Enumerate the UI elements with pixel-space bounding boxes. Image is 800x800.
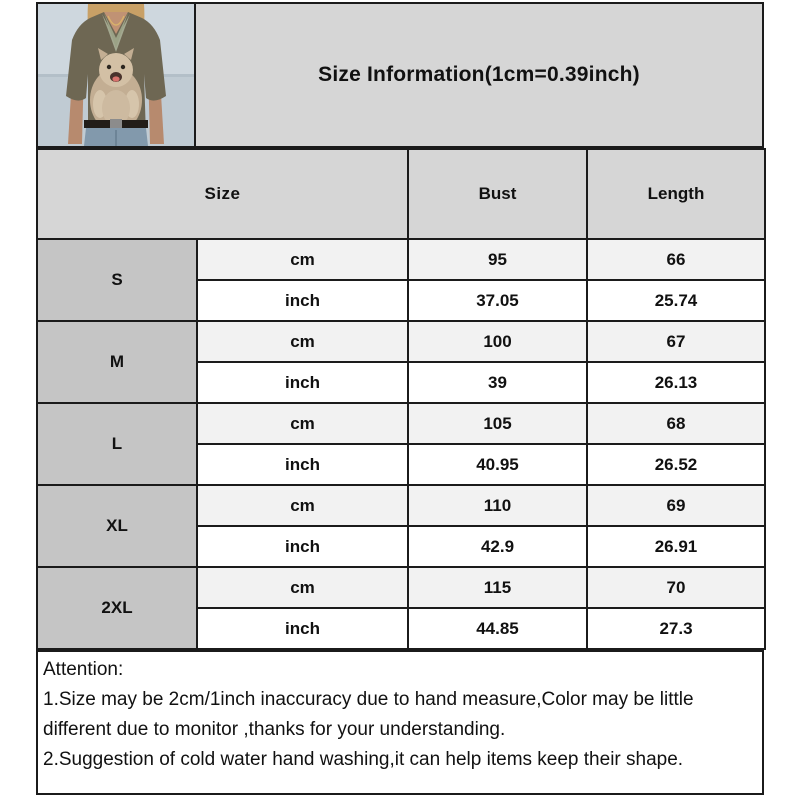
unit-label-cm: cm — [197, 485, 408, 526]
table-header-row — [37, 149, 765, 239]
bust-inch-value: 40.95 — [408, 444, 587, 485]
bust-inch-value: 44.85 — [408, 608, 587, 649]
unit-label-inch: inch — [197, 280, 408, 321]
unit-label-inch: inch — [197, 526, 408, 567]
unit-label-inch: inch — [197, 444, 408, 485]
size-table — [36, 148, 766, 650]
length-inch-value: 26.13 — [587, 362, 765, 403]
table-row — [37, 485, 765, 526]
size-label-m: M — [37, 321, 197, 403]
table-row — [37, 239, 765, 280]
size-label-2xl: 2XL — [37, 567, 197, 649]
unit-label-cm: cm — [197, 321, 408, 362]
attention-heading: Attention: — [43, 659, 124, 680]
unit-label-cm: cm — [197, 403, 408, 444]
unit-label-inch: inch — [197, 362, 408, 403]
length-inch-value: 26.52 — [587, 444, 765, 485]
bust-inch-value: 42.9 — [408, 526, 587, 567]
length-inch-value: 26.91 — [587, 526, 765, 567]
column-header-size: Size — [37, 149, 408, 239]
top-banner — [36, 2, 764, 148]
unit-label-cm: cm — [197, 239, 408, 280]
length-cm-value: 69 — [587, 485, 765, 526]
size-label-xl: XL — [37, 485, 197, 567]
length-cm-value: 70 — [587, 567, 765, 608]
attention-line-1: 1.Size may be 2cm/1inch inaccuracy due to hand measure,Color may be little different due to monitor ,thanks for your understanding. — [43, 689, 694, 740]
size-info-title: Size Information(1cm=0.39inch) — [196, 2, 764, 148]
column-header-bust: Bust — [408, 149, 587, 239]
size-chart-sheet — [36, 2, 764, 795]
length-inch-value: 27.3 — [587, 608, 765, 649]
product-photo — [36, 2, 196, 148]
table-row — [37, 321, 765, 362]
bust-cm-value: 115 — [408, 567, 587, 608]
size-label-l: L — [37, 403, 197, 485]
length-cm-value: 66 — [587, 239, 765, 280]
model-photo-illustration — [38, 4, 194, 146]
bust-inch-value: 39 — [408, 362, 587, 403]
column-header-length: Length — [587, 149, 765, 239]
length-cm-value: 67 — [587, 321, 765, 362]
attention-note — [36, 650, 764, 795]
bust-cm-value: 95 — [408, 239, 587, 280]
unit-label-inch: inch — [197, 608, 408, 649]
bust-cm-value: 105 — [408, 403, 587, 444]
bust-cm-value: 110 — [408, 485, 587, 526]
size-label-s: S — [37, 239, 197, 321]
bust-inch-value: 37.05 — [408, 280, 587, 321]
length-cm-value: 68 — [587, 403, 765, 444]
bust-cm-value: 100 — [408, 321, 587, 362]
unit-label-cm: cm — [197, 567, 408, 608]
attention-line-2: 2.Suggestion of cold water hand washing,it can help items keep their shape. — [43, 749, 684, 770]
table-row — [37, 403, 765, 444]
table-row — [37, 567, 765, 608]
length-inch-value: 25.74 — [587, 280, 765, 321]
